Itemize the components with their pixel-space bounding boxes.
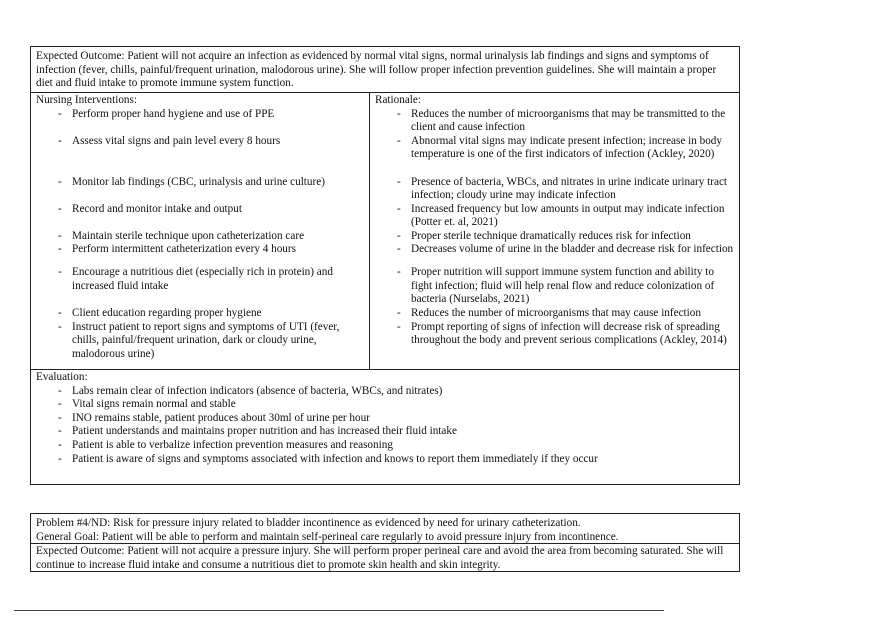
rationale-column (375, 94, 737, 348)
expected-outcome-text: Expected Outcome: Patient will not acquire an infection as evidenced by normal vital signs, normal urinalysis lab findings and signs and symptoms of infection (fever, chills, painful/frequent urination, malodorous urine). She will follow proper infection prevention guidelines. She will maintain a proper diet and fluid intake to promote immune system function. (36, 50, 717, 90)
rationale-item: - Abnormal vital signs may indicate present infection; increase in body temperature is one of the first indicators of infection (Ackley, 2020) (375, 135, 737, 176)
general-goal-text: General Goal: Patient will be able to perform and maintain self-perineal care regularly to avoid pressure injury from incontinence. (36, 530, 619, 543)
evaluation-item: - Patient is able to verbalize infection prevention measures and reasoning (36, 439, 734, 453)
rationale-item: - Presence of bacteria, WBCs, and nitrates in urine indicate urinary tract infection; cloudy urine may indicate infection (375, 176, 737, 203)
problem-text: Problem #4/ND: Risk for pressure injury related to bladder incontinence as evidenced by need for urinary catheterization. (36, 517, 581, 529)
evaluation-item: - Vital signs remain normal and stable (36, 398, 734, 412)
evaluation-item: - Labs remain clear of infection indicators (absence of bacteria, WBCs, and nitrates) (36, 385, 734, 399)
evaluation-list (36, 385, 734, 467)
rationale-item: - Decreases volume of urine in the bladder and decrease risk for infection (375, 243, 737, 266)
rationale-header: Rationale: (375, 94, 421, 106)
care-plan-table-infection (30, 46, 740, 485)
rationale-item: - Proper sterile technique dramatically reduces risk for infection (375, 230, 737, 244)
expected-outcome-cell (36, 50, 734, 91)
interventions-header: Nursing Interventions: (36, 94, 137, 106)
intervention-item: - Perform proper hand hygiene and use of PPE (36, 108, 358, 135)
intervention-item: - Record and monitor intake and output (36, 203, 358, 230)
intervention-item: - Encourage a nutritious diet (especially rich in protein) and increased fluid intake (36, 266, 358, 307)
intervention-item: - Monitor lab findings (CBC, urinalysis and urine culture) (36, 176, 358, 203)
evaluation-item: - Patient understands and maintains proper nutrition and has increased their fluid intake (36, 425, 734, 439)
intervention-item: - Instruct patient to report signs and symptoms of UTI (fever, chills, painful/frequent urination, dark or cloudy urine, malodorous urine) (36, 321, 358, 362)
rationale-item: - Reduces the number of microorganisms that may cause infection (375, 307, 737, 321)
evaluation-item: - Patient is aware of signs and symptoms associated with infection and knows to report them immediately if they occur (36, 453, 734, 467)
interventions-list (36, 108, 358, 362)
intervention-item: - Maintain sterile technique upon catheterization care (36, 230, 358, 244)
rationale-list (375, 108, 737, 348)
page-divider-line (14, 610, 664, 611)
rationale-item: - Increased frequency but low amounts in output may indicate infection (Potter et. al, 2021) (375, 203, 737, 230)
intervention-item: - Client education regarding proper hygiene (36, 307, 358, 321)
rationale-item: - Prompt reporting of signs of infection will decrease risk of spreading throughout the body and prevent serious complications (Ackley, 2014) (375, 321, 737, 348)
expected-outcome-text: Expected Outcome: Patient will not acquire a pressure injury. She will perform proper perineal care and avoid the area from becoming saturated. She will continue to increase fluid intake and consume a nutritious diet to promote skin health and skin integrity. (36, 545, 724, 571)
evaluation-header: Evaluation: (36, 371, 88, 383)
evaluation-cell (36, 371, 734, 466)
intervention-item: - Perform intermittent catheterization every 4 hours (36, 243, 358, 266)
evaluation-item: - INO remains stable, patient produces about 30ml of urine per hour (36, 412, 734, 426)
expected-outcome-cell (36, 545, 734, 572)
intervention-item: - Assess vital signs and pain level every 8 hours (36, 135, 358, 176)
problem-cell (36, 517, 734, 544)
rationale-item: - Reduces the number of microorganisms that may be transmitted to the client and cause infection (375, 108, 737, 135)
interventions-column (36, 94, 366, 362)
rationale-item: - Proper nutrition will support immune system function and ability to fight infection; fluid will help renal flow and reduce colonization of bacteria (Nurselabs, 2021) (375, 266, 737, 307)
care-plan-table-pressure-injury (30, 513, 740, 572)
